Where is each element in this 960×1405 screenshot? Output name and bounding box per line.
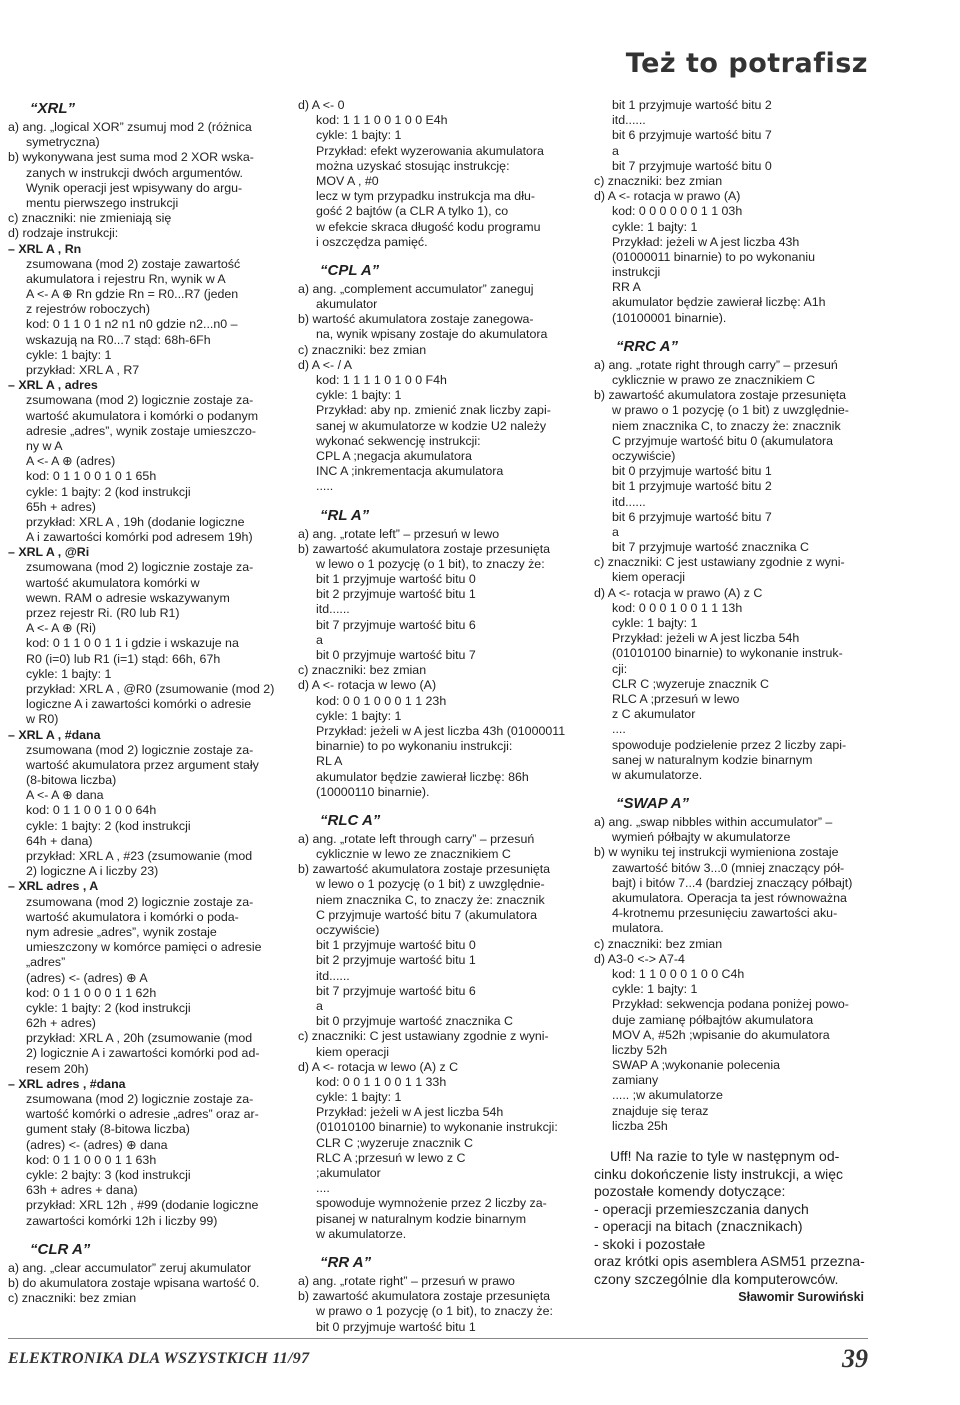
text-line: przykład: XRL A , @R0 (zsumowanie (mod 2) xyxy=(26,681,275,696)
text-line: c) znaczniki: bez zmian xyxy=(298,663,427,678)
text-line: akumulator będzie zawierał liczbę: A1h xyxy=(612,295,826,310)
text-line: d) A <- rotacja w prawo (A) xyxy=(594,189,741,204)
text-line: przykład: XRL A , 19h (dodanie logiczne xyxy=(26,514,245,529)
text-line: gument stały (8-bitowa liczba) xyxy=(26,1122,190,1137)
text-line: kod: 0 1 1 0 0 0 1 1 63h xyxy=(26,1152,157,1167)
text-line: sanej w akumulatorze w kodzie U2 należy xyxy=(316,418,547,433)
text-line: przykład: XRL A , 20h (zsumowanie (mod xyxy=(26,1031,253,1046)
text-line: „adres” xyxy=(26,955,66,970)
text-line: cykle: 1 bajty: 1 xyxy=(612,219,698,234)
text-line: wartość akumulatora i komórki o podanym xyxy=(26,408,259,423)
text-line: 64h + dana) xyxy=(26,833,93,848)
text-line: cykle: 1 bajty: 1 xyxy=(316,708,402,723)
spacer xyxy=(594,1134,876,1148)
instruction-variant-heading: – XRL adres , A xyxy=(8,879,99,894)
section-heading: “RLC A” xyxy=(320,811,381,829)
text-line: 4-krotnemu przesunięciu zawartości aku- xyxy=(612,906,838,921)
text-line: (01010100 binarnie) to wykonanie instruk- xyxy=(612,646,843,661)
text-line: CPL A ;negacja akumulatora xyxy=(316,448,472,463)
text-line: kod: 0 0 0 1 0 0 1 1 13h xyxy=(612,600,743,615)
text-line: zsumowana (mod 2) logicznie zostaje za- xyxy=(26,894,254,909)
text-line: a) ang. „rotate right” – przesuń w prawo xyxy=(298,1273,515,1288)
text-line: bit 1 przyjmuje wartość bitu 2 xyxy=(612,479,772,494)
text-line: c) znaczniki: bez zmian xyxy=(298,342,427,357)
text-line: a xyxy=(316,632,323,647)
text-line: bit 1 przyjmuje wartość bitu 2 xyxy=(612,98,772,112)
text-line: Wynik operacji jest wpisywany do argu- xyxy=(26,180,243,195)
text-line: lecz w tym przypadku instrukcja ma dłu- xyxy=(316,189,535,204)
text-line: binarnie) to po wykonaniu instrukcji: xyxy=(316,739,513,754)
text-line: wymień półbajty w akumulatorze xyxy=(612,830,791,845)
text-line: c) znaczniki: C jest ustawiany zgodnie z wyni- xyxy=(594,555,845,570)
text-line: bit 2 przyjmuje wartość bitu 1 xyxy=(316,953,476,968)
text-line: a xyxy=(612,524,619,539)
text-line: ;akumulator xyxy=(316,1166,381,1180)
text-line: RL A xyxy=(316,754,343,769)
text-line: oczywiście) xyxy=(612,448,676,463)
text-line: b) zawartość akumulatora zostaje przesunięta xyxy=(298,541,551,556)
text-line: a) ang. „logical XOR” zsumuj mod 2 (różnica xyxy=(8,120,252,134)
closing-line: czony szczególnie dla komputerowców. xyxy=(594,1270,839,1287)
text-line: zawartość bitów 3...0 (mniej znaczący pół- xyxy=(612,860,845,875)
text-line: zsumowana (mod 2) logicznie zostaje za- xyxy=(26,742,254,757)
text-line: logiczne A i zawartości komórki o adresie xyxy=(26,697,252,712)
text-line: 63h + adres + dana) xyxy=(26,1183,138,1198)
text-line: przykład: XRL A , R7 xyxy=(26,363,140,377)
instruction-variant-heading: – XRL A , #dana xyxy=(8,727,101,742)
text-line: c) znaczniki: C jest ustawiany zgodnie z wyni- xyxy=(298,1029,549,1044)
text-line: b) zawartość akumulatora zostaje przesunięta xyxy=(298,1289,551,1304)
section-heading: “XRL” xyxy=(30,100,75,117)
text-line: C przyjmuje wartość bitu 0 (akumulatora xyxy=(612,433,834,448)
section-heading: “SWAP A” xyxy=(616,795,690,813)
text-line: cji: xyxy=(612,661,628,676)
text-line: (adres) <- (adres) ⊕ dana xyxy=(26,1137,168,1152)
text-line: c) znaczniki: bez zmian xyxy=(594,936,723,951)
instruction-variant-heading: – XRL adres , #dana xyxy=(8,1076,126,1091)
text-line: umieszczony w komórce pamięci o adresie xyxy=(26,940,262,955)
text-line: kod: 1 1 1 1 0 1 0 0 F4h xyxy=(316,373,447,387)
text-line: bit 6 przyjmuje wartość bitu 7 xyxy=(612,509,772,524)
text-line: 65h + adres) xyxy=(26,499,96,514)
text-line: akumulator będzie zawierał liczbę: 86h xyxy=(316,769,529,784)
text-line: b) w wyniku tej instrukcji wymieniona zostaje xyxy=(594,845,839,860)
text-line: niem znacznika C, to znaczy że: znacznik xyxy=(316,892,545,907)
text-line: CLR C ;wyzeruje znacznik C xyxy=(612,676,769,691)
text-line: wartość komórki o adresie „adres” oraz ar- xyxy=(26,1107,259,1122)
text-line: Przykład: jeżeli w A jest liczba 54h xyxy=(316,1105,504,1120)
text-line: w akumulatorze. xyxy=(612,767,703,782)
text-line: .... xyxy=(316,1181,330,1196)
text-line: itd...... xyxy=(612,494,646,509)
text-line: cykle: 1 bajty: 1 xyxy=(612,982,698,997)
text-line: kod: 0 1 1 0 0 0 1 1 62h xyxy=(26,985,157,1000)
text-line: ny w A xyxy=(26,438,63,453)
text-line: zamiany xyxy=(612,1073,659,1088)
text-line: bit 7 przyjmuje wartość bitu 6 xyxy=(316,617,476,632)
text-line: kod: 0 1 1 0 0 1 0 0 64h xyxy=(26,803,157,818)
closing-line: pozostałe komendy dotyczące: xyxy=(594,1183,786,1199)
footer-page-number: 39 xyxy=(842,1344,868,1373)
section-heading: “CLR A” xyxy=(30,1240,91,1258)
closing-line: - operacji przemieszczania danych xyxy=(594,1200,809,1217)
text-line: cykle: 1 bajty: 1 xyxy=(612,616,698,630)
text-line: Przykład: sekwencja podana poniżej powo- xyxy=(612,997,849,1012)
section-heading: “RRC A” xyxy=(616,337,678,355)
text-line: akumulator xyxy=(316,297,378,312)
text-line: ..... ;w akumulatorze xyxy=(612,1088,723,1103)
text-line: d) A <- / A xyxy=(298,357,353,372)
text-line: bit 7 przyjmuje wartość bitu 0 xyxy=(612,158,772,173)
text-line: cykle: 1 bajty: 2 (kod instrukcji xyxy=(26,484,191,499)
text-line: liczby 52h xyxy=(612,1042,668,1057)
text-line: cykle: 1 bajty: 1 xyxy=(316,388,402,403)
author-signature: Sławomir Surowiński xyxy=(738,1290,864,1304)
text-line: kod: 1 1 0 0 0 1 0 0 C4h xyxy=(612,966,745,981)
text-line: A <- A ⊕ Rn gdzie Rn = R0...R7 (jeden xyxy=(26,287,239,302)
text-line: zawartości komórki 12h i liczby 99) xyxy=(26,1213,218,1228)
text-line: w R0) xyxy=(26,712,59,727)
instruction-variant-heading: – XRL A , Rn xyxy=(8,241,82,256)
text-line: mulatora. xyxy=(612,921,664,936)
text-line: d) rodzaje instrukcji: xyxy=(8,226,119,241)
text-line: kod: 0 1 1 0 0 1 0 1 65h xyxy=(26,469,157,484)
text-line: d) A <- rotacja w lewo (A) z C xyxy=(298,1059,459,1074)
text-line: w lewo o 1 pozycję (o 1 bit) z uwzględnie- xyxy=(316,877,545,892)
text-line: RLC A ;przesuń w lewo z C xyxy=(316,1150,466,1165)
text-line: A <- A ⊕ (Ri) xyxy=(26,621,96,636)
text-line: bit 0 przyjmuje wartość bitu 7 xyxy=(316,648,476,662)
text-column-3 xyxy=(594,98,876,1305)
text-line: pisanej w naturalnym kodzie binarnym xyxy=(316,1211,527,1226)
text-line: resem 20h) xyxy=(26,1061,89,1076)
text-line: bit 2 przyjmuje wartość bitu 1 xyxy=(316,587,476,602)
section-heading: “CPL A” xyxy=(320,261,380,279)
closing-line: - skoki i pozostałe xyxy=(594,1235,706,1252)
text-line: A <- A ⊕ (adres) xyxy=(26,454,116,469)
text-line: Przykład: jeżeli w A jest liczba 54h xyxy=(612,631,800,646)
text-line: d) A <- rotacja w prawo (A) z C xyxy=(594,585,763,600)
text-line: d) A3-0 <-> A7-4 xyxy=(594,951,685,966)
text-line: 2) logicznie A i zawartości komórki pod ad- xyxy=(26,1046,260,1061)
text-line: spowoduje podzielenie przez 2 liczby zapi- xyxy=(612,737,847,752)
text-line: symetryczna) xyxy=(26,135,100,150)
text-line: INC A ;inkrementacja akumulatora xyxy=(316,464,504,479)
text-line: cykle: 1 bajty: 1 xyxy=(316,128,402,143)
text-line: zsumowana (mod 2) logicznie zostaje za- xyxy=(26,560,254,575)
text-line: Przykład: aby np. zmienić znak liczby zapi- xyxy=(316,403,551,418)
text-line: a) ang. „swap nibbles within accumulator” – xyxy=(594,815,833,830)
text-line: w prawo o 1 pozycję (o 1 bit) z uwzględnie- xyxy=(612,403,849,418)
text-line: cykle: 2 bajty: 3 (kod instrukcji xyxy=(26,1167,191,1182)
text-line: zsumowana (mod 2) logicznie zostaje za- xyxy=(26,393,254,408)
text-line: a) ang. „complement accumulator” zaneguj xyxy=(298,281,534,296)
text-line: c) znaczniki: bez zmian xyxy=(594,173,723,188)
text-line: Przykład: jeżeli w A jest liczba 43h (01000011 xyxy=(316,723,566,738)
text-line: b) do akumulatora zostaje wpisana wartość 0. xyxy=(8,1275,260,1290)
text-line: akumulatora i rejestru Rn, wynik w A xyxy=(26,271,226,286)
text-line: b) zawartość akumulatora zostaje przesunięta xyxy=(298,862,551,877)
text-line: b) zawartość akumulatora zostaje przesunięta xyxy=(594,388,847,403)
text-line: z C akumulator xyxy=(612,707,696,722)
text-line: cykle: 1 bajty: 1 xyxy=(26,347,112,362)
text-line: b) wykonywana jest suma mod 2 XOR wska- xyxy=(8,150,254,165)
closing-line: cinku dokończenie listy instrukcji, a więc xyxy=(594,1165,843,1182)
text-line: duje zamianę półbajtów akumulatora xyxy=(612,1012,814,1027)
text-line: a) ang. „rotate left” – przesuń w lewo xyxy=(298,526,500,541)
text-line: bit 7 przyjmuje wartość znacznika C xyxy=(612,540,809,555)
text-line: wskazują na R0...7 stąd: 68h-6Fh xyxy=(26,332,211,347)
text-line: na, wynik wpisany zostaje do akumulatora xyxy=(316,327,548,342)
text-line: bit 0 przyjmuje wartość znacznika C xyxy=(316,1014,513,1029)
text-line: bit 6 przyjmuje wartość bitu 7 xyxy=(612,128,772,143)
text-line: mentu pierwszego instrukcji xyxy=(26,195,179,210)
text-line: cykle: 1 bajty: 2 (kod instrukcji xyxy=(26,1000,191,1015)
text-line: c) znaczniki: nie zmieniają się xyxy=(8,211,172,226)
text-line: (adres) <- (adres) ⊕ A xyxy=(26,970,148,985)
text-line: instrukcji xyxy=(612,265,661,280)
instruction-variant-heading: – XRL A , @Ri xyxy=(8,545,90,560)
text-line: kod: 0 0 1 0 0 0 1 1 23h xyxy=(316,693,447,708)
text-line: bit 7 przyjmuje wartość bitu 6 xyxy=(316,983,476,998)
text-line: spowoduje wymnożenie przez 2 liczby za- xyxy=(316,1196,547,1211)
text-line: wewn. RAM o adresie wskazywanym xyxy=(26,590,230,605)
text-line: liczba 25h xyxy=(612,1118,668,1133)
text-line: zanych w instrukcji dwóch argumentów. xyxy=(26,165,243,180)
text-line: C przyjmuje wartość bitu 7 (akumulatora xyxy=(316,907,538,922)
text-line: kod: 0 0 0 0 0 0 1 1 03h xyxy=(612,204,743,219)
text-column-1 xyxy=(8,98,282,1306)
text-line: a) ang. „rotate right through carry” – przesuń xyxy=(594,357,838,372)
closing-line: oraz krótki opis asemblera ASM51 przezna- xyxy=(594,1253,865,1269)
text-line: a xyxy=(612,143,619,158)
text-line: Przykład: jeżeli w A jest liczba 43h xyxy=(612,234,800,249)
text-line: cyklicznie w lewo ze znacznikiem C xyxy=(316,847,511,862)
text-line: bit 1 przyjmuje wartość bitu 0 xyxy=(316,572,476,587)
text-line: wartość akumulatora przez argument stały xyxy=(26,757,259,772)
text-line: w akumulatorze. xyxy=(316,1226,407,1241)
text-line: itd...... xyxy=(612,113,646,128)
text-line: Przykład: efekt wyzerowania akumulatora xyxy=(316,143,544,158)
text-line: zsumowana (mod 2) logicznie zostaje za- xyxy=(26,1092,254,1106)
text-line: cykle: 1 bajty: 2 (kod instrukcji xyxy=(26,818,191,833)
text-line: nym adresie „adres”, wynik zostaje xyxy=(26,924,217,939)
text-line: kiem operacji xyxy=(612,570,685,585)
text-line: a) ang. „clear accumulator” zeruj akumulator xyxy=(8,1260,252,1275)
text-line: kod: 0 0 1 1 0 0 1 1 33h xyxy=(316,1074,447,1089)
text-line: w lewo o 1 pozycję (o 1 bit), to znaczy że: xyxy=(316,556,545,571)
text-line: można uzyskać stosując instrukcję: xyxy=(316,158,510,173)
closing-line: Uff! Na razie to tyle w następnym od- xyxy=(610,1148,840,1164)
text-line: bit 0 przyjmuje wartość bitu 1 xyxy=(316,1319,476,1334)
instruction-variant-heading: – XRL A , adres xyxy=(8,378,98,393)
text-line: c) znaczniki: bez zmian xyxy=(8,1291,137,1306)
text-line: wartość akumulatora komórki w xyxy=(26,575,200,590)
text-line: a) ang. „rotate left through carry” – przesuń xyxy=(298,831,535,846)
text-line: (10000110 binarnie). xyxy=(316,784,430,799)
text-line: znajduje się teraz xyxy=(612,1103,709,1118)
text-line: kod: 0 1 1 0 1 n2 n1 n0 gdzie n2...n0 – xyxy=(26,317,238,332)
text-line: bit 1 przyjmuje wartość bitu 0 xyxy=(316,938,476,953)
text-line: A <- A ⊕ dana xyxy=(26,788,104,803)
text-line: SWAP A ;wykonanie polecenia xyxy=(612,1058,781,1073)
text-line: przez rejestr Ri. (R0 lub R1) xyxy=(26,606,180,620)
text-line: ..... xyxy=(316,479,334,494)
text-line: 2) logiczne A i liczby 23) xyxy=(26,864,159,879)
text-line: b) wartość akumulatora zostaje zanegowa- xyxy=(298,312,534,327)
text-line: niem znacznika C, to znaczy że: znacznik xyxy=(612,418,841,433)
text-line: R0 (i=0) lub R1 (i=1) stąd: 66h, 67h xyxy=(26,651,221,666)
text-line: itd...... xyxy=(316,968,350,983)
text-line: A i zawartości komórki pod adresem 19h) xyxy=(26,530,253,545)
text-line: cyklicznie w prawo ze znacznikiem C xyxy=(612,373,816,387)
text-line: przykład: XRL 12h , #99 (dodanie logiczne xyxy=(26,1198,259,1213)
text-line: cykle: 1 bajty: 1 xyxy=(316,1090,402,1105)
text-line: akumulatora. Operacja ta jest równoważna xyxy=(612,891,847,905)
section-heading: “RL A” xyxy=(320,506,370,524)
text-line: bajt) i bitów 7...4 (bardziej znaczący półbajt) xyxy=(612,875,853,890)
text-line: a xyxy=(316,998,323,1013)
text-line: RLC A ;przesuń w lewo xyxy=(612,691,740,706)
footer-magazine-title: ELEKTRONIKA DLA WSZYSTKICH 11/97 xyxy=(8,1350,310,1367)
text-line: 62h + adres) xyxy=(26,1016,96,1031)
text-line: kod: 0 1 1 0 0 1 1 i gdzie i wskazuje na xyxy=(26,636,239,651)
text-line: kod: 1 1 1 0 0 1 0 0 E4h xyxy=(316,113,448,128)
footer-rule xyxy=(8,1338,868,1339)
text-line: .... xyxy=(612,722,626,737)
text-line: wykonać sekwencję instrukcji: xyxy=(316,433,481,448)
text-line: cykle: 1 bajty: 1 xyxy=(26,666,112,681)
text-line: gość 2 bajtów (a CLR A tylko 1), co xyxy=(316,204,509,219)
page-header-title: Też to potrafisz xyxy=(625,48,868,79)
closing-paragraph xyxy=(594,1148,876,1288)
section-heading: “RR A” xyxy=(320,1253,372,1271)
text-line: przykład: XRL A , #23 (zsumowanie (mod xyxy=(26,849,253,863)
text-line: (01010100 binarnie) to wykonanie instrukcji: xyxy=(316,1120,558,1135)
text-line: CLR C ;wyzeruje znacznik C xyxy=(316,1135,473,1150)
text-line: itd...... xyxy=(316,602,350,617)
text-line: sanej w naturalnym kodzie binarnym xyxy=(612,752,813,767)
text-line: oczywiście) xyxy=(316,923,380,937)
text-line: kiem operacji xyxy=(316,1044,389,1059)
text-line: z rejestrów roboczych) xyxy=(26,302,150,317)
text-line: MOV A , #0 xyxy=(316,173,379,188)
text-line: adresie „adres”, wynik zostaje umieszczo- xyxy=(26,423,256,438)
text-line: RR A xyxy=(612,280,641,295)
text-line: (10100001 binarnie). xyxy=(612,310,727,325)
text-line: bit 0 przyjmuje wartość bitu 1 xyxy=(612,464,772,479)
text-line: (01000011 binarnie) to po wykonaniu xyxy=(612,249,815,264)
text-line: wartość akumulatora i komórki o poda- xyxy=(26,909,239,924)
text-line: MOV A, #52h ;wpisanie do akumulatora xyxy=(612,1027,830,1042)
text-line: d) A <- 0 xyxy=(298,98,345,112)
text-line: (8-bitowa liczba) xyxy=(26,773,117,788)
text-column-2 xyxy=(298,98,580,1335)
text-line: zsumowana (mod 2) zostaje zawartość xyxy=(26,256,241,271)
text-line: i oszczędza pamięć. xyxy=(316,234,428,249)
closing-line: - operacji na bitach (znacznikach) xyxy=(594,1218,803,1234)
text-line: w prawo o 1 pozycję (o 1 bit), to znaczy że: xyxy=(316,1304,553,1319)
text-line: w efekcie skraca długość kodu programu xyxy=(316,219,541,234)
text-line: d) A <- rotacja w lewo (A) xyxy=(298,678,437,693)
